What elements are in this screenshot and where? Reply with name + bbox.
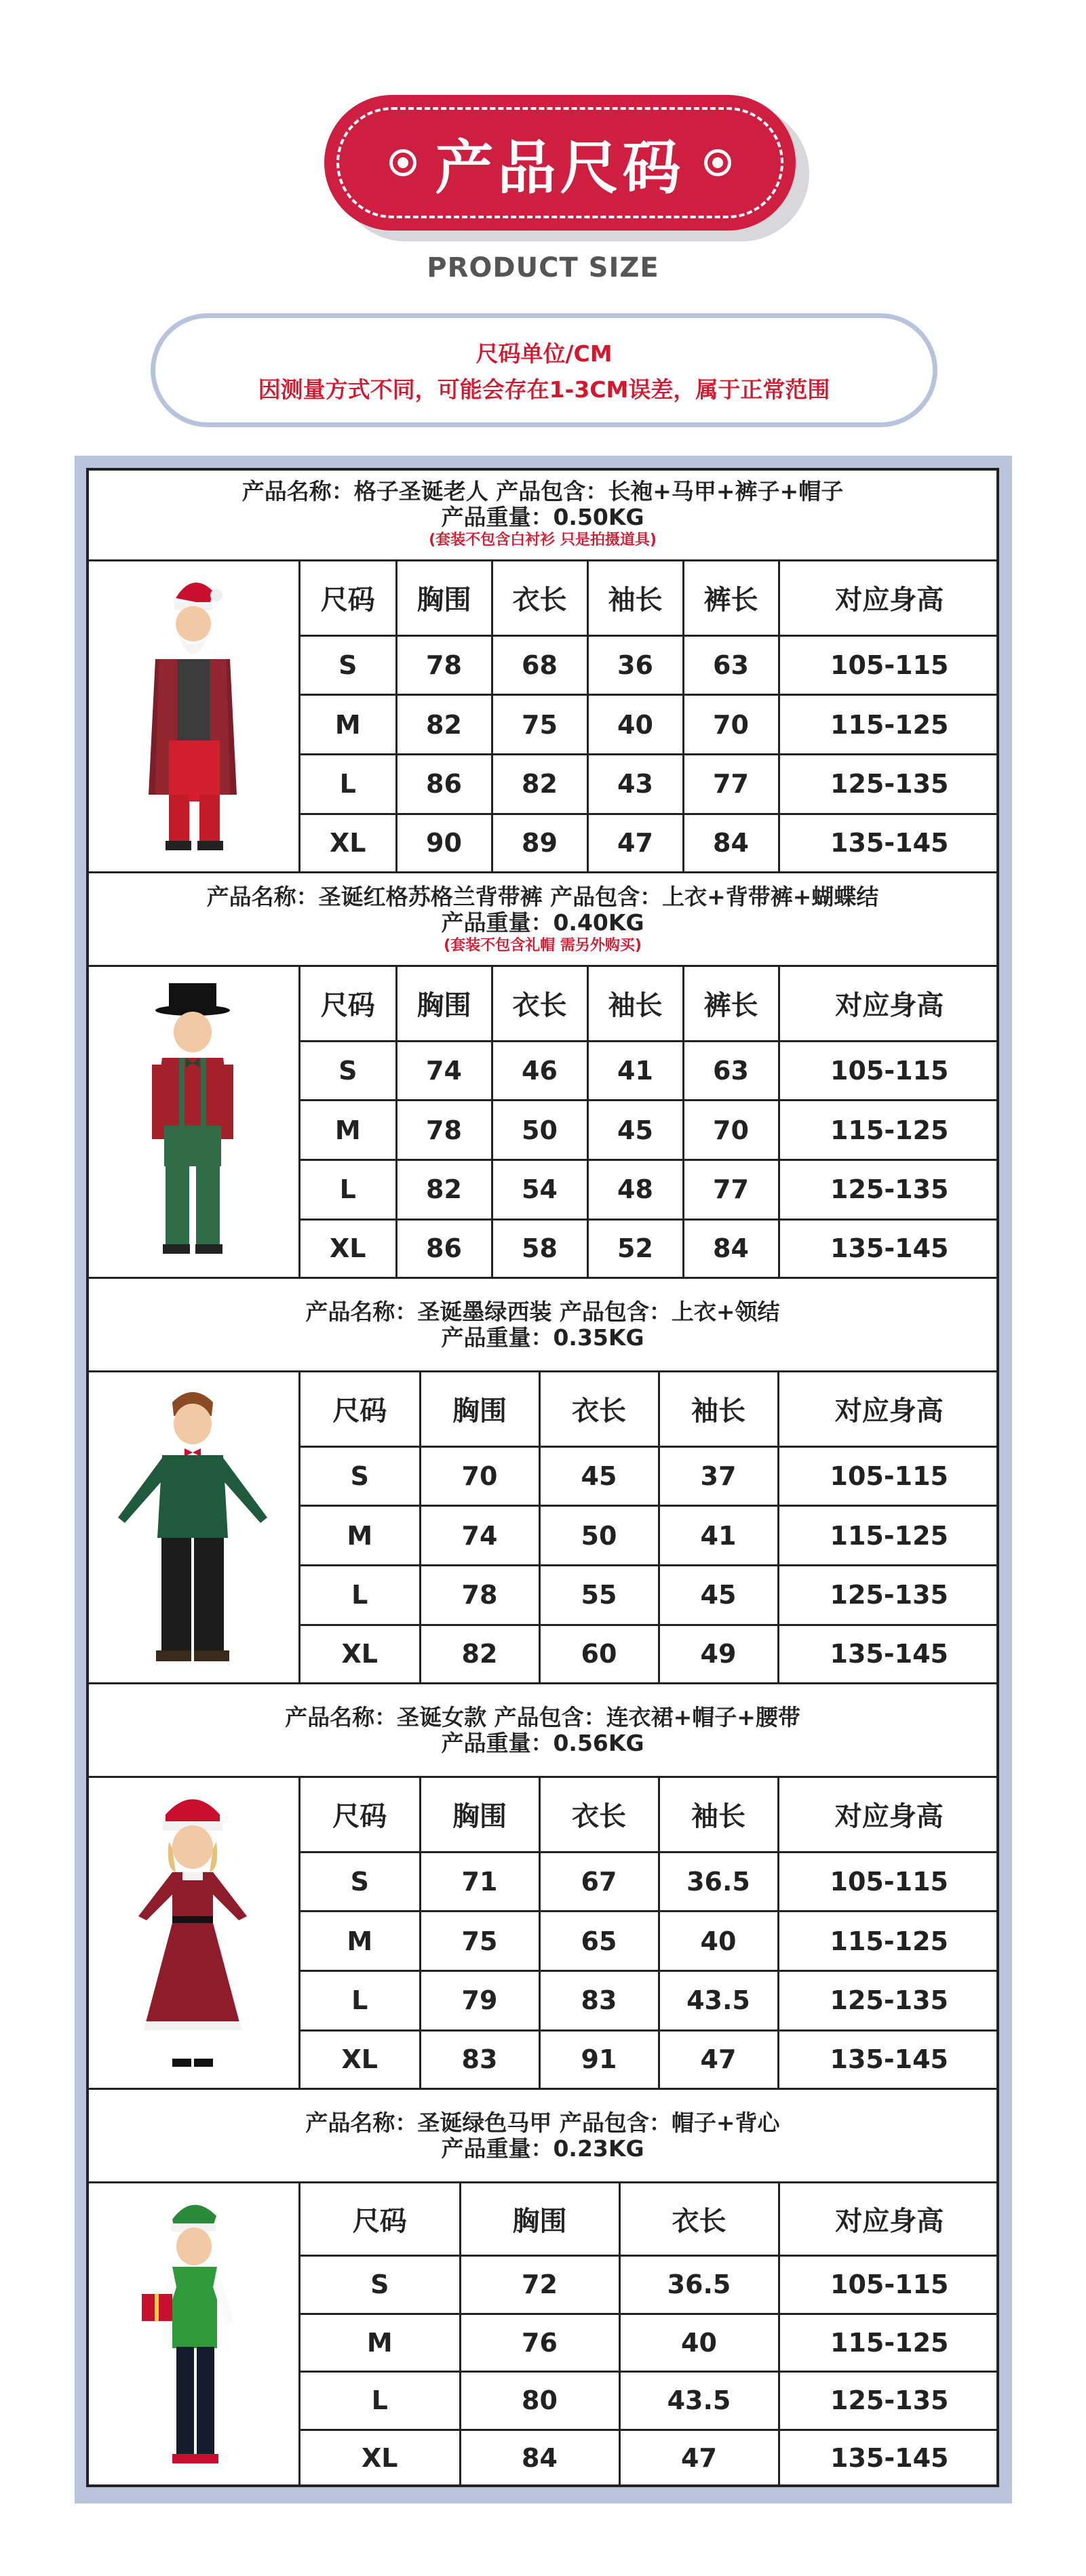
table-cell: 105-115 (779, 2255, 999, 2314)
table-cell: 70 (420, 1446, 539, 1506)
table-cell: 89 (492, 814, 587, 871)
product-body (86, 967, 999, 1279)
table-cell: 50 (492, 1101, 587, 1160)
table-cell: S (300, 1041, 396, 1101)
table-cell: 71 (420, 1852, 539, 1911)
column-header: 胸围 (460, 2183, 619, 2255)
table-row (300, 2430, 999, 2486)
red-dress-costume-image (118, 1787, 267, 2079)
table-cell: 78 (420, 1565, 539, 1625)
table-cell: S (300, 1852, 420, 1911)
table-header-row (300, 1778, 999, 1852)
santa-plaid-costume-image (128, 571, 257, 863)
table-cell: 40 (619, 2314, 779, 2372)
table-cell: 84 (683, 814, 779, 871)
product-weight: 产品重量：0.23KG (441, 2135, 644, 2162)
product-photo (86, 967, 300, 1277)
table-cell: 125-135 (779, 2372, 999, 2430)
product-photo (86, 561, 300, 871)
table-cell: 36.5 (619, 2255, 779, 2314)
table-cell: L (300, 1160, 396, 1219)
table-cell: 80 (460, 2372, 619, 2430)
table-cell: S (300, 635, 396, 695)
table-cell: 54 (492, 1160, 587, 1219)
size-table (300, 561, 999, 871)
table-cell: 135-145 (830, 1233, 949, 1264)
product-weight: 产品重量：0.56KG (441, 1729, 644, 1756)
product-body (86, 1372, 999, 1684)
column-header: 衣长 (539, 1778, 659, 1852)
page-title: 产品尺码 (435, 134, 685, 202)
table-row (300, 2314, 999, 2372)
column-header: 胸围 (396, 967, 492, 1041)
column-header: 对应身高 (779, 561, 999, 635)
table-cell: 45 (587, 1101, 683, 1160)
table-row (300, 695, 999, 755)
table-cell: L (300, 1970, 420, 2030)
product-section (86, 873, 999, 1279)
column-header: 袖长 (659, 1372, 778, 1446)
product-note: (套装不包含白衬衫 只是拍摄道具) (429, 531, 657, 549)
table-cell: 79 (420, 1970, 539, 2030)
product-note: (套装不包含礼帽 需另外购买) (444, 936, 642, 954)
table-cell: L (300, 2372, 460, 2430)
table-cell: 135-145 (830, 2443, 949, 2474)
table-cell: 75 (420, 1911, 539, 1971)
table-cell: 77 (683, 1160, 779, 1219)
table-cell: 125-135 (779, 1160, 999, 1219)
column-header: 对应身高 (778, 1372, 999, 1446)
table-cell: 36 (587, 635, 683, 695)
table-cell: 60 (539, 1625, 659, 1682)
table-cell: 75 (492, 695, 587, 755)
table-cell: 41 (587, 1041, 683, 1101)
table-cell: 105-115 (779, 635, 999, 695)
table-cell: 43.5 (619, 2372, 779, 2430)
product-name: 产品名称：圣诞红格苏格兰背带裤 产品包含：上衣+背带裤+蝴蝶结 (206, 883, 879, 910)
column-header: 对应身高 (778, 1778, 999, 1852)
table-cell: 46 (492, 1041, 587, 1101)
table-cell: XL (300, 814, 396, 871)
table-cell: 115-125 (779, 1101, 999, 1160)
table-row (300, 1565, 999, 1625)
table-row (300, 1852, 999, 1911)
table-cell: 135-145 (830, 828, 949, 858)
table-cell: 74 (396, 1041, 492, 1101)
table-cell: 125-135 (778, 1565, 999, 1625)
table-cell: 47 (619, 2430, 779, 2486)
table-cell: 43.5 (659, 1970, 778, 2030)
table-row (300, 2030, 999, 2088)
table-row (300, 1446, 999, 1506)
table-cell: 45 (659, 1565, 778, 1625)
product-photo (86, 2183, 300, 2486)
product-header (86, 873, 999, 967)
table-cell: 125-135 (778, 1970, 999, 2030)
column-header: 对应身高 (779, 967, 999, 1041)
product-header (86, 1684, 999, 1778)
table-cell: 82 (396, 1160, 492, 1219)
table-cell: 83 (420, 2030, 539, 2088)
column-header: 尺码 (300, 1778, 420, 1852)
product-name: 产品名称：圣诞女款 产品包含：连衣裙+帽子+腰带 (285, 1703, 800, 1730)
table-row (300, 1970, 999, 2030)
table-cell: 67 (539, 1852, 659, 1911)
table-cell: 48 (587, 1160, 683, 1219)
column-header: 裤长 (683, 967, 779, 1041)
table-row (300, 1506, 999, 1566)
product-weight: 产品重量：0.35KG (441, 1324, 644, 1351)
product-body (86, 1778, 999, 2090)
table-cell: XL (300, 1625, 420, 1682)
table-cell: 74 (420, 1506, 539, 1566)
column-header: 裤长 (683, 561, 779, 635)
circle-dot-icon (389, 149, 416, 176)
table-cell: 40 (659, 1911, 778, 1971)
column-header: 胸围 (396, 561, 492, 635)
table-cell: 70 (683, 1101, 779, 1160)
table-row (300, 1625, 999, 1682)
product-body (86, 2183, 999, 2486)
product-header (86, 1279, 999, 1372)
table-cell: 83 (539, 1970, 659, 2030)
table-cell: 105-115 (778, 1446, 999, 1506)
table-cell: 86 (396, 754, 492, 814)
table-cell: 105-115 (778, 1852, 999, 1911)
table-cell: S (300, 2255, 460, 2314)
green-elf-vest-costume-image (132, 2192, 254, 2477)
table-header-row (300, 967, 999, 1041)
table-cell: 43 (587, 754, 683, 814)
table-cell: 49 (659, 1625, 778, 1682)
column-header: 胸围 (420, 1372, 539, 1446)
table-cell: XL (300, 1219, 396, 1277)
table-cell: 45 (539, 1446, 659, 1506)
table-row (300, 1160, 999, 1219)
table-cell: XL (300, 2430, 460, 2486)
table-cell: L (300, 1565, 420, 1625)
table-cell: 47 (659, 2030, 778, 2088)
column-header: 袖长 (587, 561, 683, 635)
table-cell: L (300, 754, 396, 814)
table-row (300, 814, 999, 871)
column-header: 尺码 (300, 561, 396, 635)
table-cell: 78 (396, 635, 492, 695)
table-cell: 115-125 (778, 1911, 999, 1971)
column-header: 衣长 (492, 561, 587, 635)
size-table (300, 1372, 999, 1682)
table-cell: 82 (492, 754, 587, 814)
table-cell: S (300, 1446, 420, 1506)
table-row (300, 754, 999, 814)
table-cell: 76 (460, 2314, 619, 2372)
table-cell: 82 (396, 695, 492, 755)
table-cell: 58 (492, 1219, 587, 1277)
title-badge (324, 95, 796, 231)
table-cell: 77 (683, 754, 779, 814)
column-header: 尺码 (300, 1372, 420, 1446)
table-cell: 115-125 (779, 695, 999, 755)
product-name: 产品名称：圣诞绿色马甲 产品包含：帽子+背心 (305, 2109, 780, 2136)
table-cell: 91 (539, 2030, 659, 2088)
table-cell: 115-125 (778, 1506, 999, 1566)
product-section (86, 1279, 999, 1684)
table-cell: 55 (539, 1565, 659, 1625)
title-badge-border (336, 107, 783, 218)
table-cell: 115-125 (779, 2314, 999, 2372)
product-body (86, 561, 999, 873)
table-cell: M (300, 2314, 460, 2372)
table-row (300, 2255, 999, 2314)
product-name: 产品名称：格子圣诞老人 产品包含：长袍+马甲+裤子+帽子 (241, 477, 844, 504)
table-cell: 72 (460, 2255, 619, 2314)
table-row (300, 2372, 999, 2430)
table-cell: 82 (420, 1625, 539, 1682)
product-weight: 产品重量：0.50KG (441, 503, 644, 530)
table-cell: 125-135 (779, 754, 999, 814)
table-cell: 84 (460, 2430, 619, 2486)
table-cell: 36.5 (659, 1852, 778, 1911)
table-cell: 90 (396, 814, 492, 871)
product-photo (86, 1778, 300, 2088)
table-cell: 37 (659, 1446, 778, 1506)
product-header (86, 468, 999, 561)
table-row (300, 635, 999, 695)
column-header: 胸围 (420, 1778, 539, 1852)
table-cell: 41 (659, 1506, 778, 1566)
table-cell: M (300, 1101, 396, 1160)
table-cell: 86 (396, 1219, 492, 1277)
table-cell: 135-145 (830, 2044, 948, 2075)
product-section (86, 468, 999, 873)
table-row (300, 1911, 999, 1971)
product-section (86, 1684, 999, 2090)
tolerance-text: 因测量方式不同，可能会存在1-3CM误差，属于正常范围 (258, 376, 830, 403)
product-name: 产品名称：圣诞墨绿西装 产品包含：上衣+领结 (305, 1298, 780, 1325)
column-header: 袖长 (659, 1778, 778, 1852)
table-cell: M (300, 1506, 420, 1566)
column-header: 尺码 (300, 2183, 460, 2255)
page-subtitle: PRODUCT SIZE (427, 252, 659, 283)
size-table (300, 967, 999, 1277)
table-cell: 47 (587, 814, 683, 871)
size-unit-text: 尺码单位/CM (476, 340, 613, 367)
table-row (300, 1219, 999, 1277)
plaid-suspenders-costume-image (132, 976, 254, 1268)
column-header: 衣长 (539, 1372, 659, 1446)
column-header: 袖长 (587, 967, 683, 1041)
table-cell: M (300, 695, 396, 755)
table-cell: 135-145 (830, 1639, 948, 1669)
table-cell: 40 (587, 695, 683, 755)
table-header-row (300, 561, 999, 635)
size-table (300, 1778, 999, 2088)
circle-dot-icon (704, 149, 731, 176)
green-suit-costume-image (104, 1382, 281, 1673)
table-header-row (300, 2183, 999, 2255)
table-cell: XL (300, 2030, 420, 2088)
product-photo (86, 1372, 300, 1682)
product-weight: 产品重量：0.40KG (441, 909, 644, 936)
column-header: 衣长 (492, 967, 587, 1041)
table-cell: 105-115 (779, 1041, 999, 1101)
table-cell: 50 (539, 1506, 659, 1566)
table-cell: 52 (587, 1219, 683, 1277)
product-section (86, 2090, 999, 2486)
column-header: 衣长 (619, 2183, 779, 2255)
table-row (300, 1041, 999, 1101)
product-header (86, 2090, 999, 2183)
table-cell: 78 (396, 1101, 492, 1160)
table-cell: M (300, 1911, 420, 1971)
table-cell: 63 (683, 1041, 779, 1101)
table-cell: 84 (683, 1219, 779, 1277)
table-cell: 65 (539, 1911, 659, 1971)
column-header: 对应身高 (779, 2183, 999, 2255)
column-header: 尺码 (300, 967, 396, 1041)
size-notice (151, 313, 937, 427)
table-cell: 70 (683, 695, 779, 755)
table-header-row (300, 1372, 999, 1446)
table-cell: 63 (683, 635, 779, 695)
table-cell: 68 (492, 635, 587, 695)
size-table (300, 2183, 999, 2486)
table-row (300, 1101, 999, 1160)
